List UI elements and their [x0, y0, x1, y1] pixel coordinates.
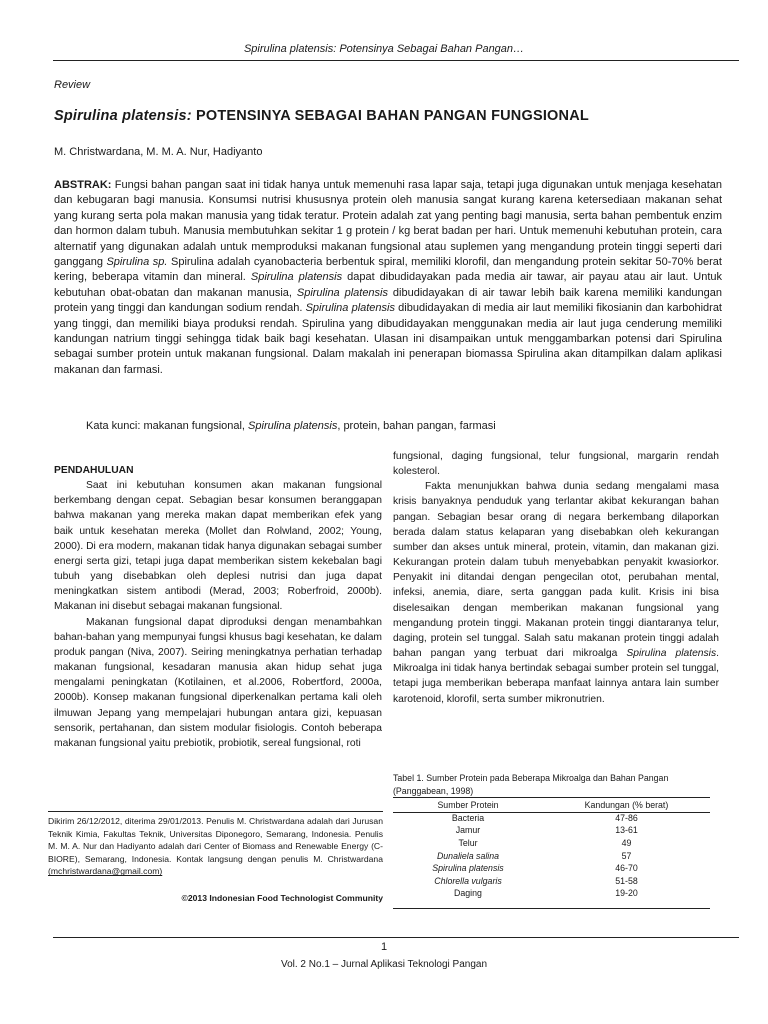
table-caption: Tabel 1. Sumber Protein pada Beberapa Mikroalga dan Bahan Pangan (Panggabean, 1998) — [393, 773, 669, 796]
copyright: ©2013 Indonesian Food Technologist Community — [181, 893, 383, 903]
header-source: Sumber Protein — [437, 800, 499, 811]
abstract: ABSTRAK: Fungsi bahan pangan saat ini tidak hanya untuk memenuhi rasa lapar saja, tetapi juga digunakan untuk menjaga kesehatan dan kebugaran bagi manusia. Konsumsi nutrisi khususnya protein oleh manusia sangat kurang karena ketersediaan makanan sehat yang kurang serta pola makan manusia yang tidak teratur. Protein adalah zat yang penting bagi manusia, serta bahan pembentuk enzim dan hormon dalam tubuh. Manusia membutuhkan sekitar 1 g protein / kg berat badan per hari. Untuk memenuhi kebutuhan protein, cara alternatif yang digunakan adalah untuk memproduksi makanan fungsional atau suplemen yang mengandung protein tinggi seperti dari ganggang Spirulina sp. Spirulina adalah cyanobacteria berbentuk spiral, memiliki klorofil, dan mengandung protein sekitar 50-70% berat kering, beberapa vitamin dan mineral. Spirulina platensis dapat dibudidayakan pada media air tawar, air payau atau air laut. Untuk kebutuhan obat-obatan dan makanan manusia, Spirulina platensis dibudidayakan di air tawar lebih baik karena memiliki kandungan protein yang tinggi dan kandungan sodium rendah. Spirulina platensis dibudidayakan di media air laut memiliki fikosianin dan karbohidrat yang tinggi, dan memiliki biaya produksi rendah. Spirulina yang dibudidayakan menggunakan media air laut juga cenderung memiliki kandungan natrium tinggi sehingga tidak baik bagi kesehatan. Ulasan ini disampaikan untuk menggambarkan potensi dari Spirulina sebagai sumber protein untuk makanan fungsional. Dalam makalah ini penerapan biomassa Spirulina akan ditampilkan dalam aplikasi makanan dan farmasi. — [54, 179, 722, 376]
paragraph: fungsional, daging fungsional, telur fungsional, margarin rendah kolesterol. — [393, 451, 719, 478]
table-header-rule — [393, 812, 710, 813]
footnote: Dikirim 26/12/2012, diterima 29/01/2013. Penulis M. Christwardana adalah dari Jurusan Teknik Kimia, Fakultas Teknik, Universitas Diponegoro, Semarang, Indonesia. Penulis M. M. A. Nur dan Hadiyanto adalah dari Center of Biomass and Renewable Energy (C-BIORE), Semarang, Indonesia. Kontak langsung dengan penulis M. Christwardana (mchristwardana@gmail.com) — [48, 816, 383, 877]
paragraph: Saat ini kebutuhan konsumen akan makanan fungsional berkembang dengan cepat. Sebagian besar konsumen beranggapan bahwa makanan yang mereka makan dapat memberikan efek yang baik untuk kesehatan mereka (Mollet dan Rolwland, 2002; Young, 2000). Di era modern, makanan tidak hanya digunakan sebagai sumber energi serta gizi, tetapi juga dapat memberikan sistem kekebalan bagi tubuh yang disebabkan oleh deplesi nutrisi dan juga dapat meningkatkan sistem antibodi (Merad, 2003; Roberfroid, 2000b). Makanan ini disebut sebagai makanan fungsional. — [54, 480, 382, 613]
protein-table — [393, 799, 710, 900]
table-row — [393, 824, 710, 837]
table-row — [393, 875, 710, 888]
page-number: 1 — [380, 941, 388, 953]
paragraph: Fakta menunjukkan bahwa dunia sedang mengalami masa krisis banyaknya penduduk yang terlantar akibat kekurangan bahan pangan. Sebagian besar orang di negara berkembang dilaporkan berada dalam status kelaparan yang disebabkan oleh kekurangan sumber dan akses untuk mineral, protein, vitamin, dan makanan gizi. Kekurangan protein dalam tubuh menyebabkan penyakit kwasiorkor. Penyakit ini ditandai dengan pengecilan otot, perubahan mental, infeksi, anemia, diare, serta ganggan pada kulit. Krisis ini bisa diselesaikan dengan memberikan makanan fungsional yang mengandung protein tinggi. Makanan protein tinggi diantaranya telur, daging, protein sel tunggal. Salah satu makanan protein tinggi adalah bahan pangan yang terbuat dari mikroalga Spirulina platensis. Mikroalga ini tidak hanya bertindak sebagai sumber protein sel tunggal, tetapi juga memberikan beberapa manfaat lainnya antara lain sumber karotenoid, klorofil, serta sumber mikronutrien. — [393, 481, 719, 705]
table-header-row — [393, 799, 710, 812]
keywords: Kata kunci: makanan fungsional, Spirulina platensis, protein, bahan pangan, farmasi — [86, 420, 496, 432]
cell-value: 47-86 — [615, 812, 638, 823]
header-rule — [53, 60, 739, 61]
cell-value: 57 — [621, 850, 632, 861]
cell-source: Jamur — [455, 825, 481, 836]
article-title: Spirulina platensis: POTENSINYA SEBAGAI BAHAN PANGAN FUNGSIONAL — [54, 108, 589, 124]
table-row — [393, 862, 710, 875]
paragraph: Makanan fungsional dapat diproduksi dengan menambahkan bahan-bahan yang mempunyai fungsi khusus bagi kesehatan, ke dalam produk pangan (Niva, 2007). Seiring meningkatnya perhatian terhadap makanan fungsional, kesadaran manusia akan hidup sehat juga mengalami peningkatan (Kotilainen, et al.2006, Robertford, 2000a, 2000b). Konsep makanan fungsional diperkenalkan pertama kali oleh ilmuwan Jepang yang mempelajari hubungan antara gizi, kepuasan sensorik, pertahanan, dan sistem modular fisiologis. Contoh beberapa makanan fungsional yaitu prebiotik, probiotik, sereal fungsional, roti — [54, 616, 383, 749]
running-header: Spirulina platensis: Potensinya Sebagai Bahan Pangan… — [243, 43, 525, 55]
table-row — [393, 849, 710, 862]
section-heading: PENDAHULUAN — [54, 465, 134, 476]
footnote-rule — [48, 811, 383, 812]
table-top-rule — [393, 797, 710, 798]
left-column — [54, 463, 382, 751]
cell-source: Dunaliela salina — [436, 850, 500, 861]
cell-source: Bacteria — [451, 812, 485, 823]
cell-source: Chlorella vulgaris — [434, 875, 502, 886]
cell-source: Spirulina platensis — [432, 863, 504, 874]
header-value: Kandungan (% berat) — [584, 800, 669, 811]
cell-value: 46-70 — [615, 863, 638, 874]
author-email-link[interactable]: (mchristwardana@gmail.com) — [48, 866, 163, 877]
journal-name: Vol. 2 No.1 – Jurnal Aplikasi Teknologi Pangan — [280, 959, 488, 970]
authors: M. Christwardana, M. M. A. Nur, Hadiyanto — [54, 146, 263, 158]
right-column — [393, 449, 719, 707]
cell-value: 51-58 — [615, 875, 638, 886]
cell-value: 19-20 — [615, 888, 638, 899]
table-row — [393, 837, 710, 850]
cell-source: Daging — [454, 888, 482, 899]
cell-value: 49 — [621, 838, 632, 849]
footer-rule — [53, 937, 739, 938]
article-type: Review — [54, 79, 91, 91]
table-row — [393, 812, 710, 825]
cell-value: 13-61 — [615, 825, 638, 836]
cell-source: Telur — [458, 838, 478, 849]
table-row — [393, 887, 710, 900]
table-bottom-rule — [393, 908, 710, 909]
